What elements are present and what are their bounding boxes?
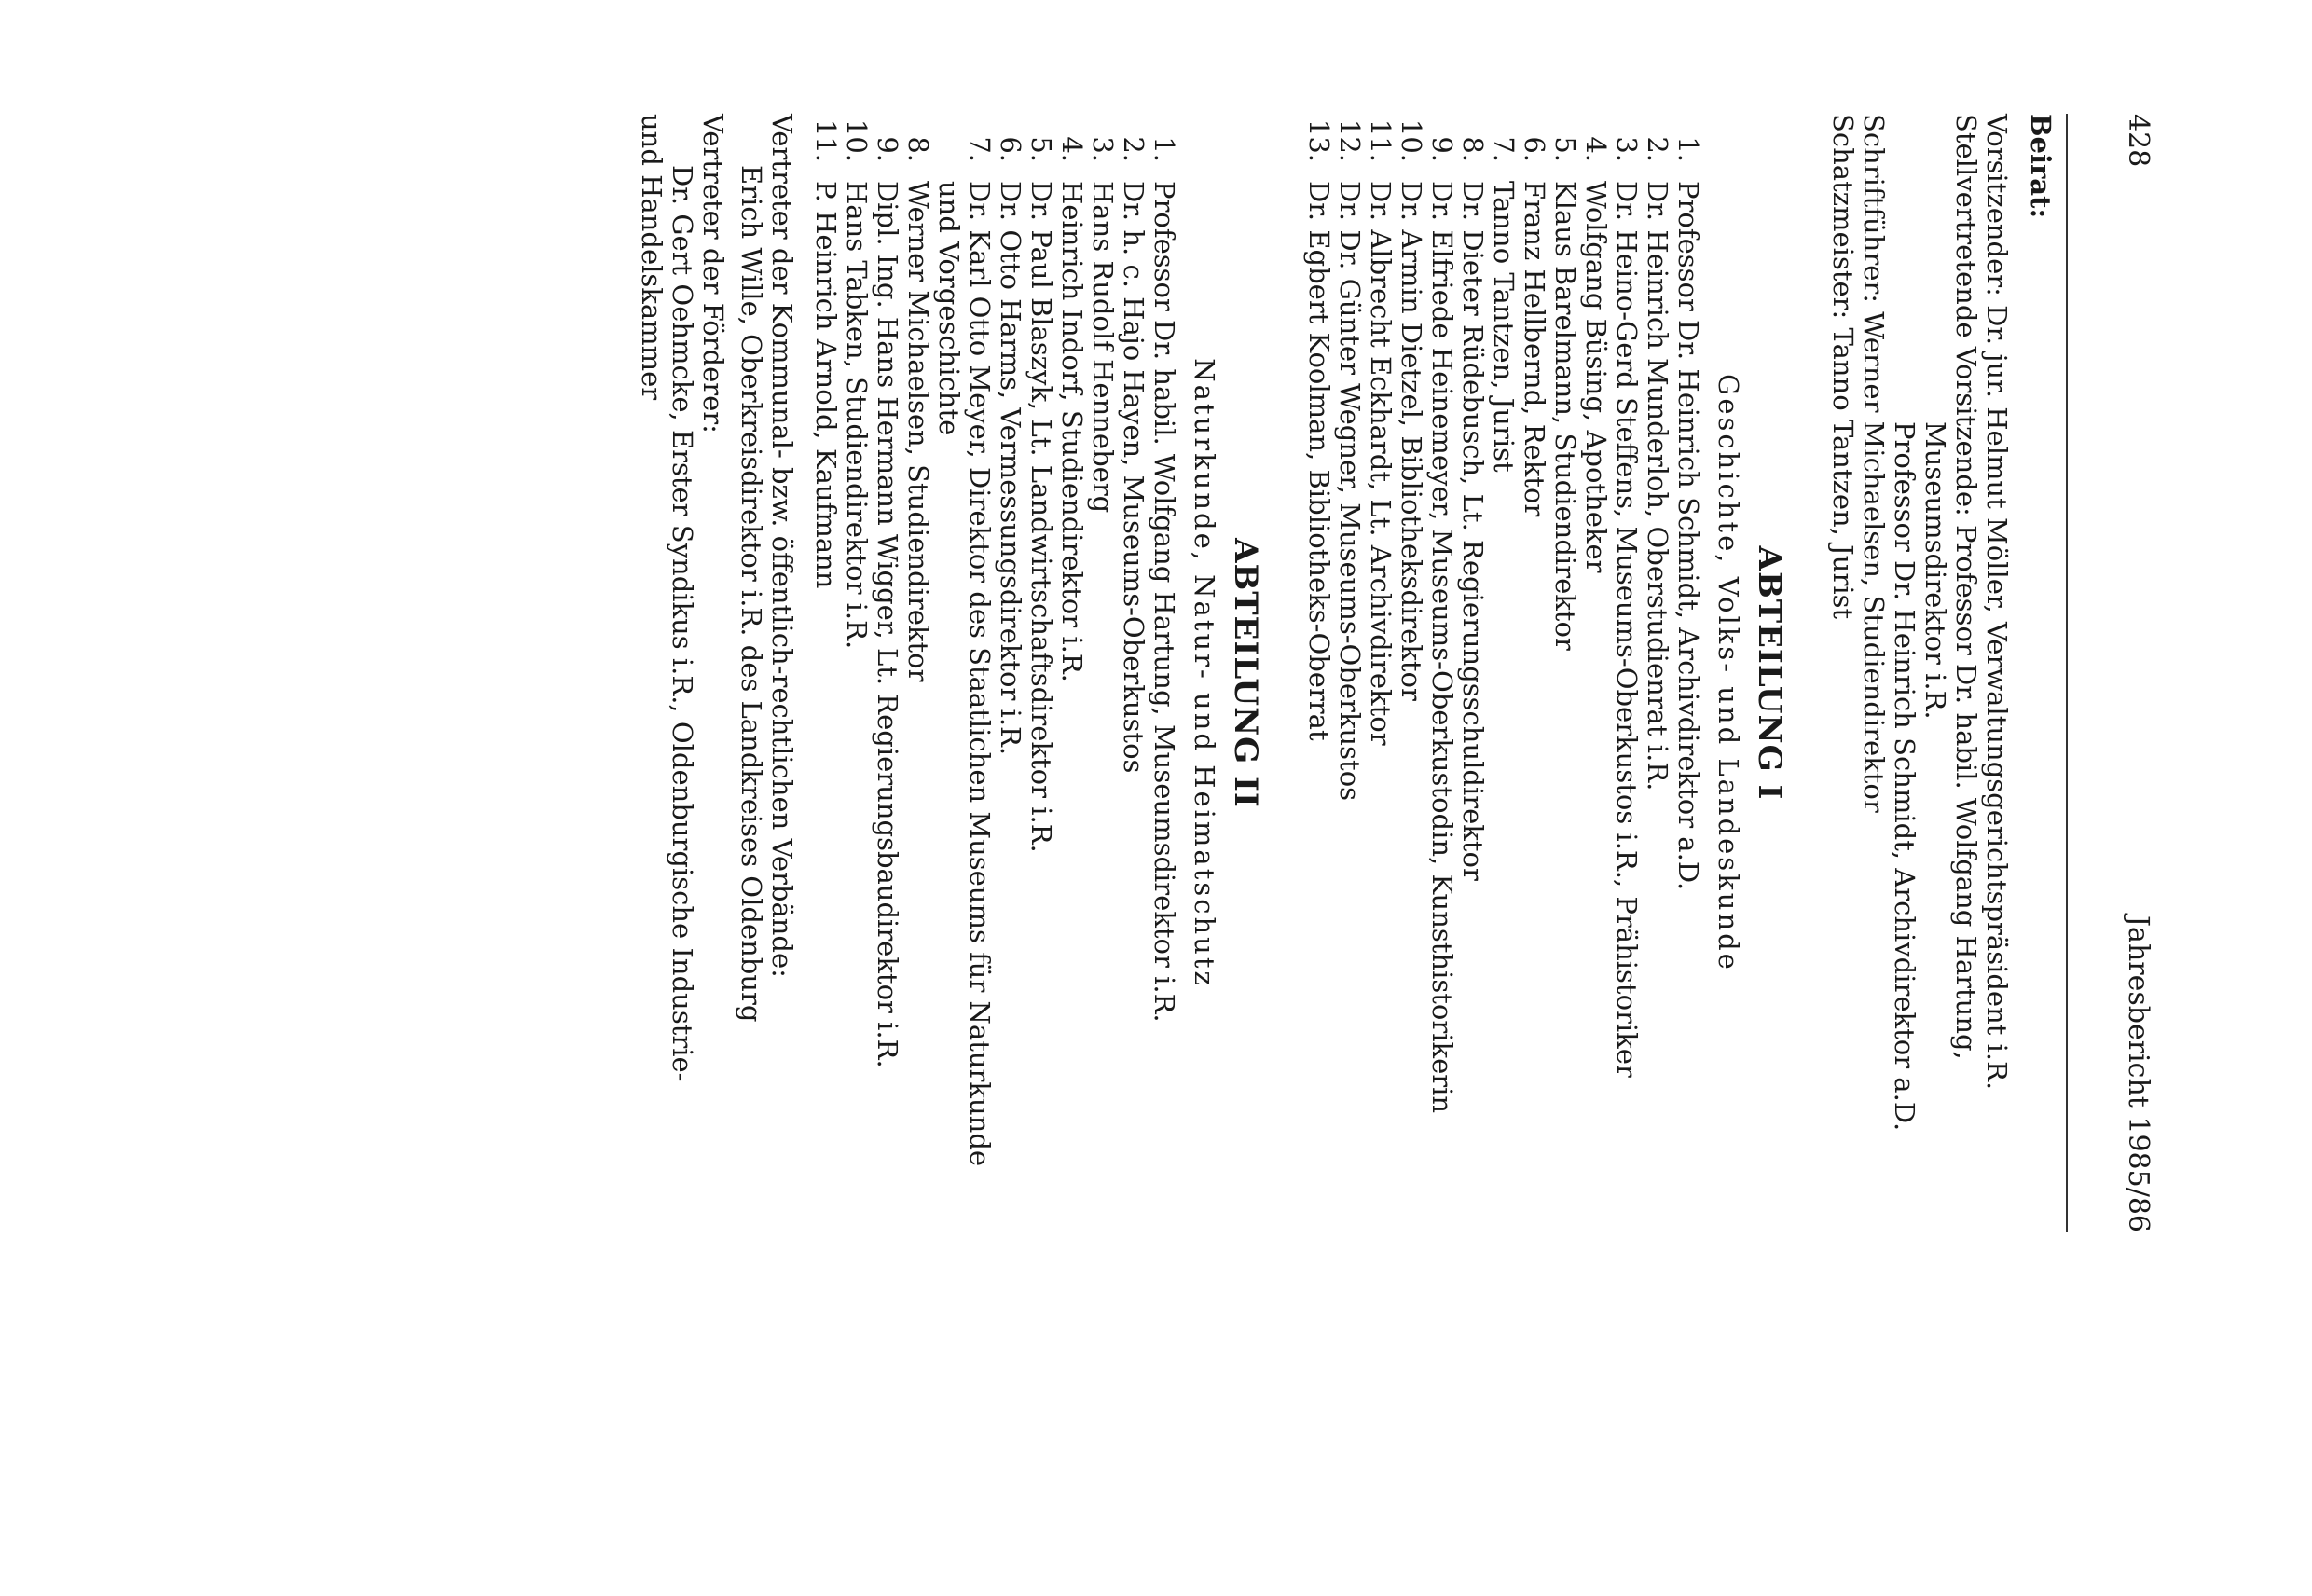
department-2-list (810, 114, 1179, 1232)
list-item-number: 8. (1457, 136, 1489, 162)
list-item-number: 9. (1426, 136, 1458, 162)
list-item (1488, 114, 1519, 1232)
list-item (1457, 114, 1488, 1232)
list-item (902, 114, 933, 1232)
list-item-text: Dr. Armin Dietzel, Bibliotheksdirektor (1396, 181, 1427, 701)
board-deputy-line: Stellvertretende Vorsitzende: Professor Dr. habil. Wolfgang Hartung, (1950, 114, 1982, 1060)
list-item (1396, 114, 1426, 1232)
sponsor-representative-name-cont: und Handelskammer (636, 114, 667, 401)
list-item (1365, 114, 1396, 1232)
list-item-text: Dr. Egbert Koolman, Bibliotheks-Oberrat (1303, 181, 1335, 741)
board-secretary: Schriftführer: Werner Michaelsen, Studiendirektor (1858, 114, 1890, 813)
list-item-text: Heinrich Indorf, Studiendirektor i.R. (1056, 181, 1088, 682)
list-item-number: 2. (1642, 136, 1673, 162)
list-item-text: Dr. Otto Harms, Vermessungsdirektor i.R. (995, 181, 1026, 756)
list-item-text: Dr. Heino-Gerd Steffens, Museums-Oberkustos i.R., Prähistoriker (1611, 181, 1643, 1078)
list-item-text: Franz Hellbernd, Rektor (1519, 181, 1550, 517)
department-2-subtitle: Naturkunde, Natur- und Heimatschutz (1189, 358, 1220, 988)
list-item (1426, 114, 1457, 1232)
sponsor-representative-name: Dr. Gert Oehmcke, Erster Syndikus i.R., Oldenburgische Industrie- (667, 165, 698, 1082)
list-item-number: 2. (1118, 136, 1149, 162)
municipal-representative-label: Vertreter der Kommunal- bzw. öffentlich-rechtlichen Verbände: (766, 114, 798, 978)
list-item (1334, 114, 1365, 1232)
list-item-number: 10. (841, 118, 873, 162)
list-item (1549, 114, 1580, 1232)
list-item-text: Professor Dr. Heinrich Schmidt, Archivdirektor a.D. (1672, 181, 1704, 891)
list-item-text: Wolfgang Büsing, Apotheker (1580, 181, 1612, 573)
list-item (1519, 114, 1549, 1232)
list-item (995, 114, 1025, 1232)
list-item-number: 1. (1149, 136, 1180, 162)
list-item-number: 1. (1672, 136, 1704, 162)
representatives (636, 114, 797, 1232)
list-item-number: 11. (810, 118, 842, 162)
list-item-number: 7. (964, 136, 996, 162)
list-item-text: Professor Dr. habil. Wolfgang Hartung, Museumsdirektor i.R. (1149, 181, 1180, 1023)
list-item-text: Dr. Heinrich Munderloh, Oberstudienrat i.R. (1642, 181, 1673, 791)
list-item-text: Dr. Dr. Günter Wegner, Museums-Oberkustos (1334, 181, 1366, 802)
list-item-text: Klaus Barelmann, Studiendirektor (1549, 181, 1581, 651)
list-item (1056, 114, 1087, 1232)
list-item-text: Dipl. Ing. Hans Hermann Wigger, Lt. Regierungsbaudirektor i.R. (872, 181, 903, 1068)
list-item-text: Dr. Karl Otto Meyer, Direktor des Staatlichen Museums für Naturkunde (964, 181, 996, 1167)
list-item-number: 3. (1087, 136, 1119, 162)
department-2-heading (1189, 114, 1264, 1232)
list-item-number: 6. (1519, 136, 1550, 162)
board-deputy-line-cont: Museumsdirektor i.R. (1920, 421, 1951, 720)
list-item (1642, 114, 1672, 1232)
list-item-number: 3. (1611, 136, 1643, 162)
list-item-text: Hans Tabken, Studiendirektor i.R. (841, 181, 873, 650)
page-number: 428 (2122, 114, 2154, 168)
list-item-text: Tanno Tantzen, Jurist (1488, 181, 1520, 473)
list-item (810, 114, 841, 1232)
list-item (964, 114, 995, 1232)
list-item-text: Dr. Paul Blaszyk, Lt. Landwirtschaftsdirektor i.R. (1025, 181, 1057, 853)
list-item-number: 13. (1303, 118, 1335, 162)
list-item (1672, 114, 1703, 1232)
list-item-text: Hans Rudolf Henneberg (1087, 181, 1119, 514)
list-item-number: 9. (872, 136, 903, 162)
list-item (1611, 114, 1642, 1232)
list-item-number: 7. (1488, 136, 1520, 162)
list-item-number: 10. (1396, 118, 1427, 162)
list-item-number: 11. (1365, 118, 1397, 162)
list-item-text: Dr. h. c. Hajo Hayen, Museums-Oberkustos (1118, 181, 1149, 774)
list-item-text: Dr. Elfriede Heinemeyer, Museums-Oberkustodin, Kunsthistorikerin (1426, 181, 1458, 1114)
list-item-number: 4. (1580, 136, 1612, 162)
page-body (636, 114, 2065, 1232)
department-1-subtitle: Geschichte, Volks- und Landeskunde (1713, 374, 1744, 972)
board-deputy-second: Professor Dr. Heinrich Schmidt, Archivdirektor a.D. (1889, 421, 1920, 1132)
list-item-number: 6. (995, 136, 1026, 162)
list-item-number: 5. (1549, 136, 1581, 162)
list-item (1149, 114, 1179, 1232)
board-deputy (1889, 114, 1981, 1232)
running-title: Jahresbericht 1985/86 (2122, 915, 2154, 1232)
list-item (1118, 114, 1149, 1232)
list-item-text: Dr. Albrecht Eckhardt, Lt. Archivdirektor (1365, 181, 1397, 746)
list-item-text: Werner Michaelsen, Studiendirektor (902, 181, 934, 682)
list-item (1087, 114, 1118, 1232)
department-1-heading (1713, 114, 1788, 1232)
list-item (872, 114, 902, 1232)
list-item-number: 5. (1025, 136, 1057, 162)
list-item (1580, 114, 1611, 1232)
department-1-list (1303, 114, 1703, 1232)
list-item-text: P. Heinrich Arnold, Kaufmann (810, 181, 842, 589)
department-1-title: ABTEILUNG I (1751, 545, 1788, 801)
list-item (841, 114, 872, 1232)
list-item (1025, 114, 1056, 1232)
department-2-title: ABTEILUNG II (1227, 538, 1264, 808)
list-item-number: 8. (902, 136, 934, 162)
header-rule (2066, 114, 2068, 1232)
list-item-text: Dr. Dieter Rüdebusch, Lt. Regierungsschuldirektor (1457, 181, 1489, 881)
list-item-number: 12. (1334, 118, 1366, 162)
list-item-continuation: und Vorgeschichte (933, 181, 965, 436)
board-treasurer: Schatzmeister: Tanno Tantzen, Jurist (1827, 114, 1859, 620)
page-header (2110, 114, 2166, 1232)
sponsor-representative-label: Vertreter der Förderer: (697, 114, 729, 433)
list-item (1303, 114, 1334, 1232)
list-item-number: 4. (1056, 136, 1088, 162)
board-label: Beirat: (2025, 114, 2057, 219)
board-chair: Vorsitzender: Dr. jur. Helmut Möller, Verwaltungsgerichtspräsident i.R. (1981, 114, 2013, 1091)
board-members (1827, 114, 2012, 1232)
municipal-representative-name: Erich Wille, Oberkreisdirektor i.R. des Landkreises Oldenburg (736, 165, 767, 1023)
